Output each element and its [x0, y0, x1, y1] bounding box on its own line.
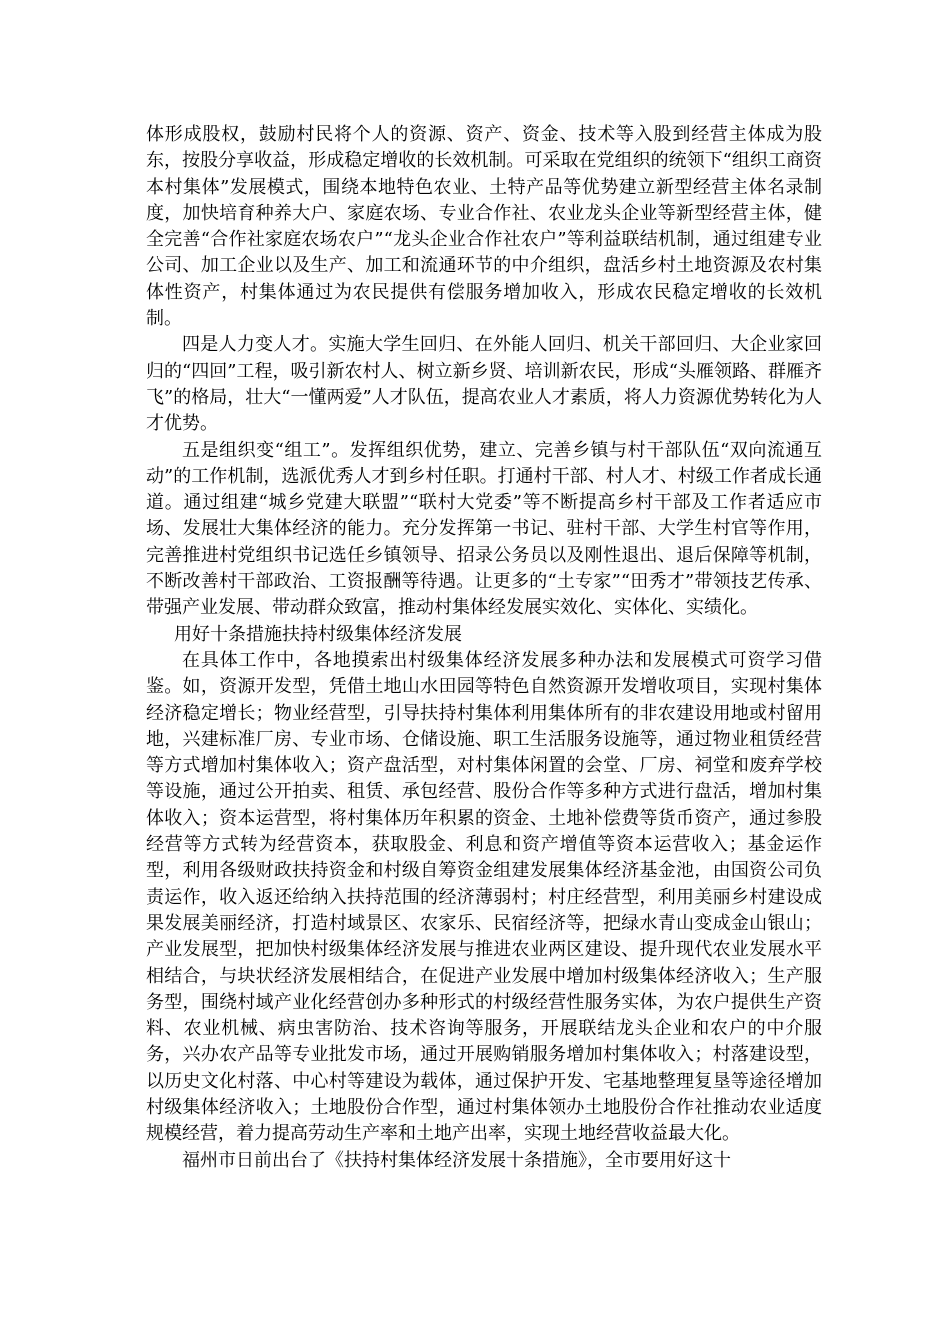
paragraph-continuation: 体形成股权，鼓励村民将个人的资源、资产、资金、技术等入股到经营主体成为股东，按股分享收益，形成稳定增收的长效机制。可采取在党组织的统领下“组织工商资本村集体”发展模式，围绕本地特色农业、土特产品等优势建立新型经营主体名录制度，加快培育种养大户、家庭农场、专业合作社、农业龙头企业等新型经营主体，健全完善“合作社家庭农场农户”“龙头企业合作社农户”等利益联结机制，通过组建专业公司、加工企业以及生产、加工和流通环节的中介组织，盘活乡村土地资源及农村集体性资产，村集体通过为农民提供有偿服务增加收入，形成农民稳定增收的长效机制。 — [146, 124, 822, 330]
paragraph-talent: 四是人力变人才。实施大学生回归、在外能人回归、机关干部回归、大企业家回归的“四回”工程，吸引新农村人、树立新乡贤、培训新农民，形成“头雁领路、群雁齐飞”的格局，壮大“一懂两爱”人才队伍，提高农业人才素质，将人力资源优势转化为人才优势。 — [146, 334, 822, 435]
section-heading: 用好十条措施扶持村级集体经济发展 — [174, 623, 462, 645]
document-page — [146, 122, 822, 1174]
paragraph-fuzhou-measures: 福州市日前出台了《扶持村集体经济发展十条措施》，全市要用好这十 — [182, 1149, 731, 1171]
paragraph-organization: 五是组织变“组工”。发挥组织优势，建立、完善乡镇与村干部队伍“双向流通互动”的工作机制，选派优秀人才到乡村任职。打通村干部、村人才、村级工作者成长通道。通过组建“城乡党建大联盟”“联村大党委”等不断提高乡村干部及工作者适应市场、发展壮大集体经济的能力。充分发挥第一书记、驻村干部、大学生村官等作用，完善推进村党组织书记选任乡镇领导、招录公务员以及刚性退出、退后保障等机制，不断改善村干部政治、工资报酬等待遇。让更多的“土专家”“田秀才”带领技艺传承、带强产业发展、带动群众致富，推动村集体经发展实效化、实体化、实绩化。 — [146, 439, 822, 619]
paragraph-development-models: 在具体工作中，各地摸索出村级集体经济发展多种办法和发展模式可资学习借鉴。如，资源开发型，凭借土地山水田园等特色自然资源开发增收项目，实现村集体经济稳定增长；物业经营型，引导扶持村集体利用集体所有的非农建设用地或村留用地，兴建标准厂房、专业市场、仓储设施、职工生活服务设施等，通过物业租赁经营等方式增加村集体收入；资产盘活型，对村集体闲置的会堂、厂房、祠堂和废弃学校等设施，通过公开拍卖、租赁、承包经营、股份合作等多种方式进行盘活，增加村集体收入；资本运营型，将村集体历年积累的资金、土地补偿费等货币资产，通过参股经营等方式转为经营资本，获取股金、利息和资产增值等资本运营收入；基金运作型，利用各级财政扶持资金和村级自筹资金组建发展集体经济基金池，由国资公司负责运作，收入返还给纳入扶持范围的经济薄弱村；村庄经营型，利用美丽乡村建设成果发展美丽经济，打造村域景区、农家乐、民宿经济等，把绿水青山变成金山银山；产业发展型，把加快村级集体经济发展与推进农业两区建设、提升现代农业发展水平相结合，与块状经济发展相结合，在促进产业发展中增加村级集体经济收入；生产服务型，围绕村域产业化经营创办多种形式的村级经营性服务实体，为农户提供生产资料、农业机械、病虫害防治、技术咨询等服务，开展联结龙头企业和农户的中介服务，兴办农产品等专业批发市场，通过开展购销服务增加村集体收入；村落建设型，以历史文化村落、中心村等建设为载体，通过保护开发、宅基地整理复垦等途径增加村级集体经济收入；土地股份合作型，通过村集体领办土地股份合作社推动农业适度规模经营，着力提高劳动生产率和土地产出率，实现土地经营收益最大化。 — [146, 649, 822, 1145]
